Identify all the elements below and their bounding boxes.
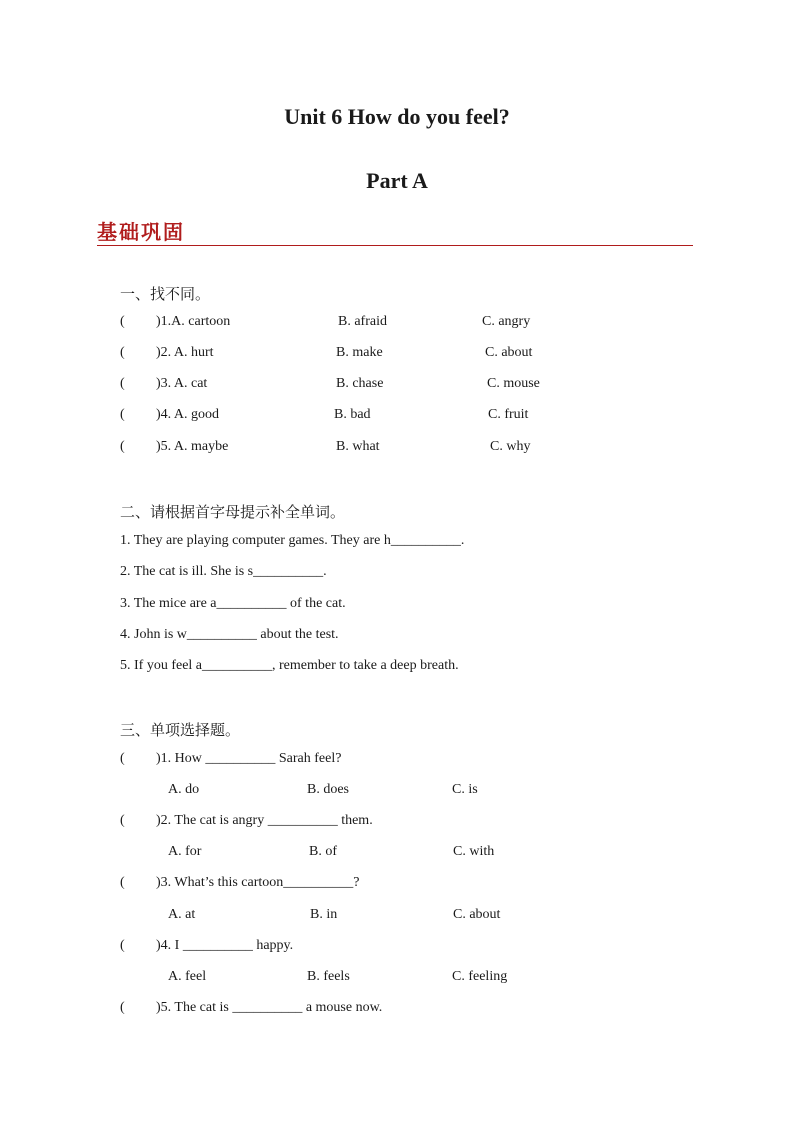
section1-item <box>0 376 794 396</box>
option-c: C. angry <box>482 314 531 329</box>
question-options <box>0 844 794 864</box>
option-b: B. in <box>310 907 338 922</box>
banner-divider <box>97 245 693 246</box>
question-text: )3. What’s this cartoon__________? <box>156 875 360 890</box>
option-c: C. feeling <box>452 969 508 984</box>
option-c: C. fruit <box>488 407 529 422</box>
option-b: B. make <box>336 345 383 360</box>
item-number-option-a: )4. A. good <box>156 407 219 422</box>
option-c: C. mouse <box>487 376 540 391</box>
answer-bracket: ( <box>120 439 125 454</box>
question-stem <box>0 938 794 958</box>
answer-bracket: ( <box>120 751 125 766</box>
question-text: )4. I __________ happy. <box>156 938 294 953</box>
item-number-option-a: )5. A. maybe <box>156 439 229 454</box>
option-b: B. feels <box>307 969 350 984</box>
question-text: )5. The cat is __________ a mouse now. <box>156 1000 383 1015</box>
option-c: C. about <box>453 907 501 922</box>
option-c: C. with <box>453 844 495 859</box>
fill-in-sentence: 4. John is w__________ about the test. <box>120 627 339 642</box>
question-options <box>0 782 794 802</box>
answer-bracket: ( <box>120 813 125 828</box>
section1-item <box>0 314 794 334</box>
option-a: A. do <box>168 782 200 797</box>
answer-bracket: ( <box>120 314 125 329</box>
question-stem <box>0 875 794 895</box>
question-stem <box>0 1000 794 1020</box>
option-b: B. afraid <box>338 314 387 329</box>
answer-bracket: ( <box>120 875 125 890</box>
fill-in-sentence: 2. The cat is ill. She is s__________. <box>120 564 327 579</box>
option-b: B. of <box>309 844 337 859</box>
answer-bracket: ( <box>120 407 125 422</box>
option-a: A. for <box>168 844 202 859</box>
option-a: A. at <box>168 907 196 922</box>
section1-item <box>0 407 794 427</box>
page-subtitle: Part A <box>366 168 428 193</box>
option-c: C. about <box>485 345 533 360</box>
question-stem <box>0 813 794 833</box>
item-number-option-a: )1.A. cartoon <box>156 314 231 329</box>
question-text: )2. The cat is angry __________ them. <box>156 813 373 828</box>
item-number-option-a: )2. A. hurt <box>156 345 214 360</box>
section1-item <box>0 345 794 365</box>
item-number-option-a: )3. A. cat <box>156 376 208 391</box>
section3-heading: 三、单项选择题。 <box>120 721 241 739</box>
section1-item <box>0 439 794 459</box>
option-b: B. what <box>336 439 380 454</box>
option-b: B. does <box>307 782 349 797</box>
question-options <box>0 969 794 989</box>
fill-in-sentence: 1. They are playing computer games. They are h__________. <box>120 533 465 548</box>
question-text: )1. How __________ Sarah feel? <box>156 751 342 766</box>
section-banner: 基础巩固 <box>97 220 185 244</box>
fill-in-sentence: 5. If you feel a__________, remember to take a deep breath. <box>120 658 459 673</box>
option-a: A. feel <box>168 969 207 984</box>
option-c: C. why <box>490 439 531 454</box>
fill-in-sentence: 3. The mice are a__________ of the cat. <box>120 596 346 611</box>
option-b: B. bad <box>334 407 371 422</box>
question-options <box>0 907 794 927</box>
option-b: B. chase <box>336 376 384 391</box>
answer-bracket: ( <box>120 345 125 360</box>
question-stem <box>0 751 794 771</box>
option-c: C. is <box>452 782 478 797</box>
section2-heading: 二、请根据首字母提示补全单词。 <box>120 503 346 521</box>
answer-bracket: ( <box>120 376 125 391</box>
answer-bracket: ( <box>120 1000 125 1015</box>
section1-heading: 一、找不同。 <box>120 285 211 303</box>
page-title: Unit 6 How do you feel? <box>284 104 510 129</box>
answer-bracket: ( <box>120 938 125 953</box>
